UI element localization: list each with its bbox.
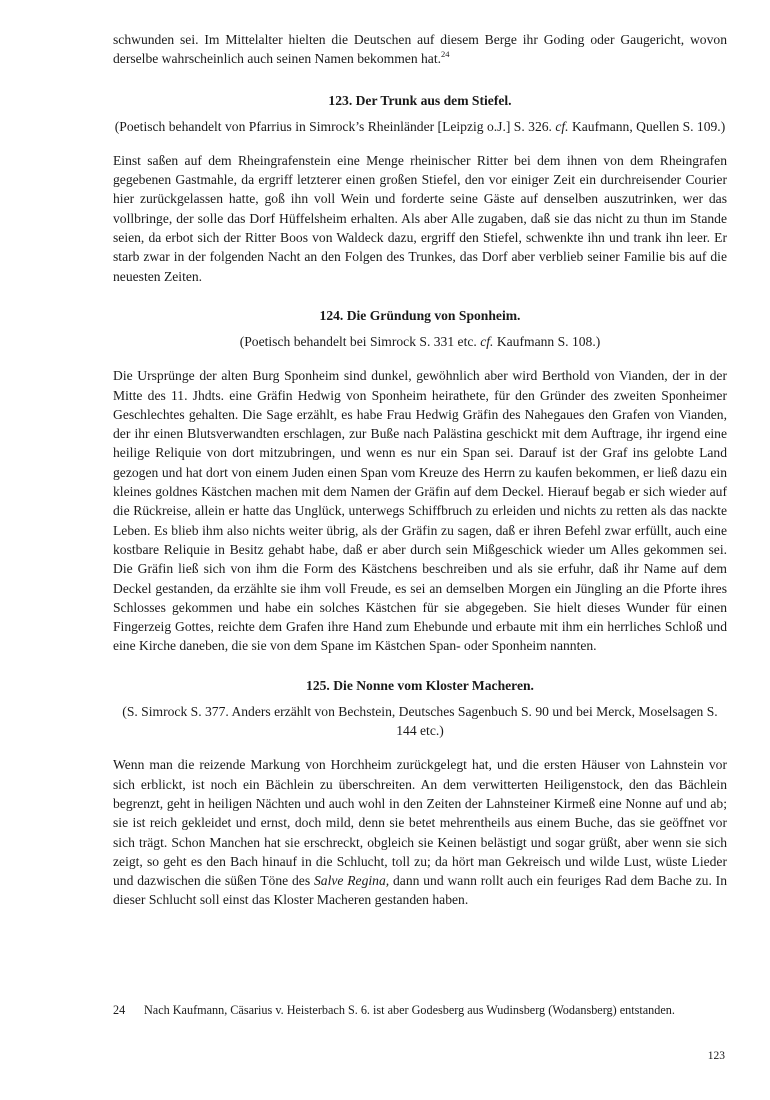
intro-paragraph xyxy=(113,30,727,69)
section-source xyxy=(113,332,727,351)
footnote-number: 24 xyxy=(113,1003,126,1017)
page-number: 123 xyxy=(707,1050,725,1062)
section-body xyxy=(113,755,727,909)
section-source: (S. Simrock S. 377. Anders erzählt von Bechstein, Deutsches Sagenbuch S. 90 und bei Merck, Moselsagen S. 144 etc.) xyxy=(122,703,718,739)
source-text-end: Kaufmann S. 108.) xyxy=(493,333,601,349)
intro-text: schwunden sei. Im Mittelalter hielten die Deutschen auf diesem Berge ihr Goding oder Gaugericht, wovon derselbe wahrscheinlich auch seinen Namen bekommen hat. xyxy=(113,32,727,67)
section-124 xyxy=(113,306,727,656)
body-italic: Salve Regina, xyxy=(313,873,390,889)
body-text: Wenn man die reizende Markung von Horchheim zurückgelegt hat, und die ersten Häuser von Lahnstein vor sich erblickt, ist noch ein Bächlein zu überschreiten. An dem verwitterten Heiligenstock, den das Bächlein begrenzt, geht in heiligen Nächten und auch wohl in den Zeiten der Lahnsteiner Kirmeß eine Nonne auf und ab; sie ist reich gekleidet und ernst, doch mild, denn sie betet mehrentheils aus einem Buche, das sie geöffnet vor sich trägt. Schon Manchen hat sie erschreckt, obgleich sie Keinen belästigt und sogar grüßt, aber wenn sie sich zeigt, so geht es den Bach hinauf in die Schlucht, toll zu; da hört man Gekreisch und wilde Lust, wüste Lieder und dazwischen die süßen Töne des xyxy=(113,757,727,889)
source-text: (Poetisch behandelt von Pfarrius in Simrock’s Rheinländer [Leipzig o.J.] S. 326. xyxy=(114,118,556,134)
section-body: Einst saßen auf dem Rheingrafenstein eine Menge rheinischer Ritter bei dem ihnen von dem Rheingrafen gegebenen Gastmahle, da ergriff letzterer einen großen Stiefel, den vor einiger Zeit ein durchreisender Courier hier zurückgelassen hatte, goß ihn voll Wein und forderte seine Gäste auf denselben auszutrinken, wer das vollbringe, der solle das Dorf Hüffelsheim erhalten. Als aber Alle zugaben, daß sie das nicht zu thun im Stande seien, da erbot sich der Ritter Boos von Waldeck dazu, ergriff den Stiefel, schwenkte ihn und trank ihn leer. Er starb zwar in der folgenden Nacht an den Folgen des Trunkes, das Dorf aber verblieb seiner Familie bis auf die neuesten Zeiten. xyxy=(113,152,727,284)
body-text-end: dann und wann rollt auch ein feuriges Rad dem Bache zu. In dieser Schlucht soll einst das Kloster Macheren gestanden haben. xyxy=(113,873,727,908)
footnote xyxy=(113,1002,727,1019)
section-125 xyxy=(113,676,727,910)
section-heading: 123. Der Trunk aus dem Stiefel. xyxy=(328,92,512,108)
source-cf: cf. xyxy=(480,333,494,349)
section-123 xyxy=(113,91,727,286)
footnote-reference[interactable]: 24 xyxy=(441,49,450,60)
section-body: Die Ursprünge der alten Burg Sponheim sind dunkel, gewöhnlich aber wird Berthold von Vianden, der in der Mitte des 11. Jhdts. eine Gräfin Hedwig von Sponheim heirathete, für den Gründer des zweiten Sponheimer Geschlechtes gehalten. Die Sage erzählt, es habe Frau Hedwig Gräfin des Nahegaues den Grafen von Vianden, der ihr einen Blutsverwandten erschlagen, zur Buße nach Palästina geschickt mit dem Auftrage, ihr irgend eine heilige Reliquie von dort mitzubringen, und wenn es nur ein Span sei. Darauf ist der Graf ins gelobte Land gezogen und hat dort von einem Juden einen Span vom Kreuze des Herrn zu kaufen bekommen, er ließ dazu ein kleines goldnes Kästchen machen mit dem Namen der Gräfin auf dem Deckel. Hierauf begab er sich wieder auf die Rückreise, allein er hatte das Unglück, unterwegs Schiffbruch zu erleiden und nichts zu retten als das nackte Leben. Es blieb ihm also nichts weiter übrig, als der Gräfin zu sagen, daß er ihren Befehl zwar erfüllt, auch eine kostbare Reliquie in Besitz gehabt habe, daß er aber durch sein Mißgeschick wieder um Alles gekommen sei. Die Gräfin ließ sich von ihm die Form des Kästchens beschreiben und als sie erfuhr, daß ihr Name auf dem Deckel gestanden, da erzählte sie ihm voll Freude, es sei an demselben Morgen ein Jüngling an die Pforte ihres Schlosses gekommen und habe ein solches Kästchen für sie abgegeben. Sie hielt dieses Wunder für einen Fingerzeig Gottes, reichte dem Grafen ihre Hand zum Ehebunde und erbaute mit ihm ein herrliches Schloß und eine Kirche daneben, die sie von dem Spane im Kästchen Span- oder Sponheim nannten. xyxy=(113,368,727,654)
source-cf: cf. xyxy=(555,118,569,134)
source-text-end: Kaufmann, Quellen S. 109.) xyxy=(568,118,726,134)
section-heading: 125. Die Nonne vom Kloster Macheren. xyxy=(306,677,534,693)
page-content xyxy=(113,30,727,910)
section-source xyxy=(113,117,727,136)
footnote-text: Nach Kaufmann, Cäsarius v. Heisterbach S. 6. ist aber Godesberg aus Wudinsberg (Wodansberg) entstanden. xyxy=(144,1003,675,1017)
section-heading: 124. Die Gründung von Sponheim. xyxy=(319,307,521,323)
source-text: (Poetisch behandelt bei Simrock S. 331 etc. xyxy=(239,333,481,349)
